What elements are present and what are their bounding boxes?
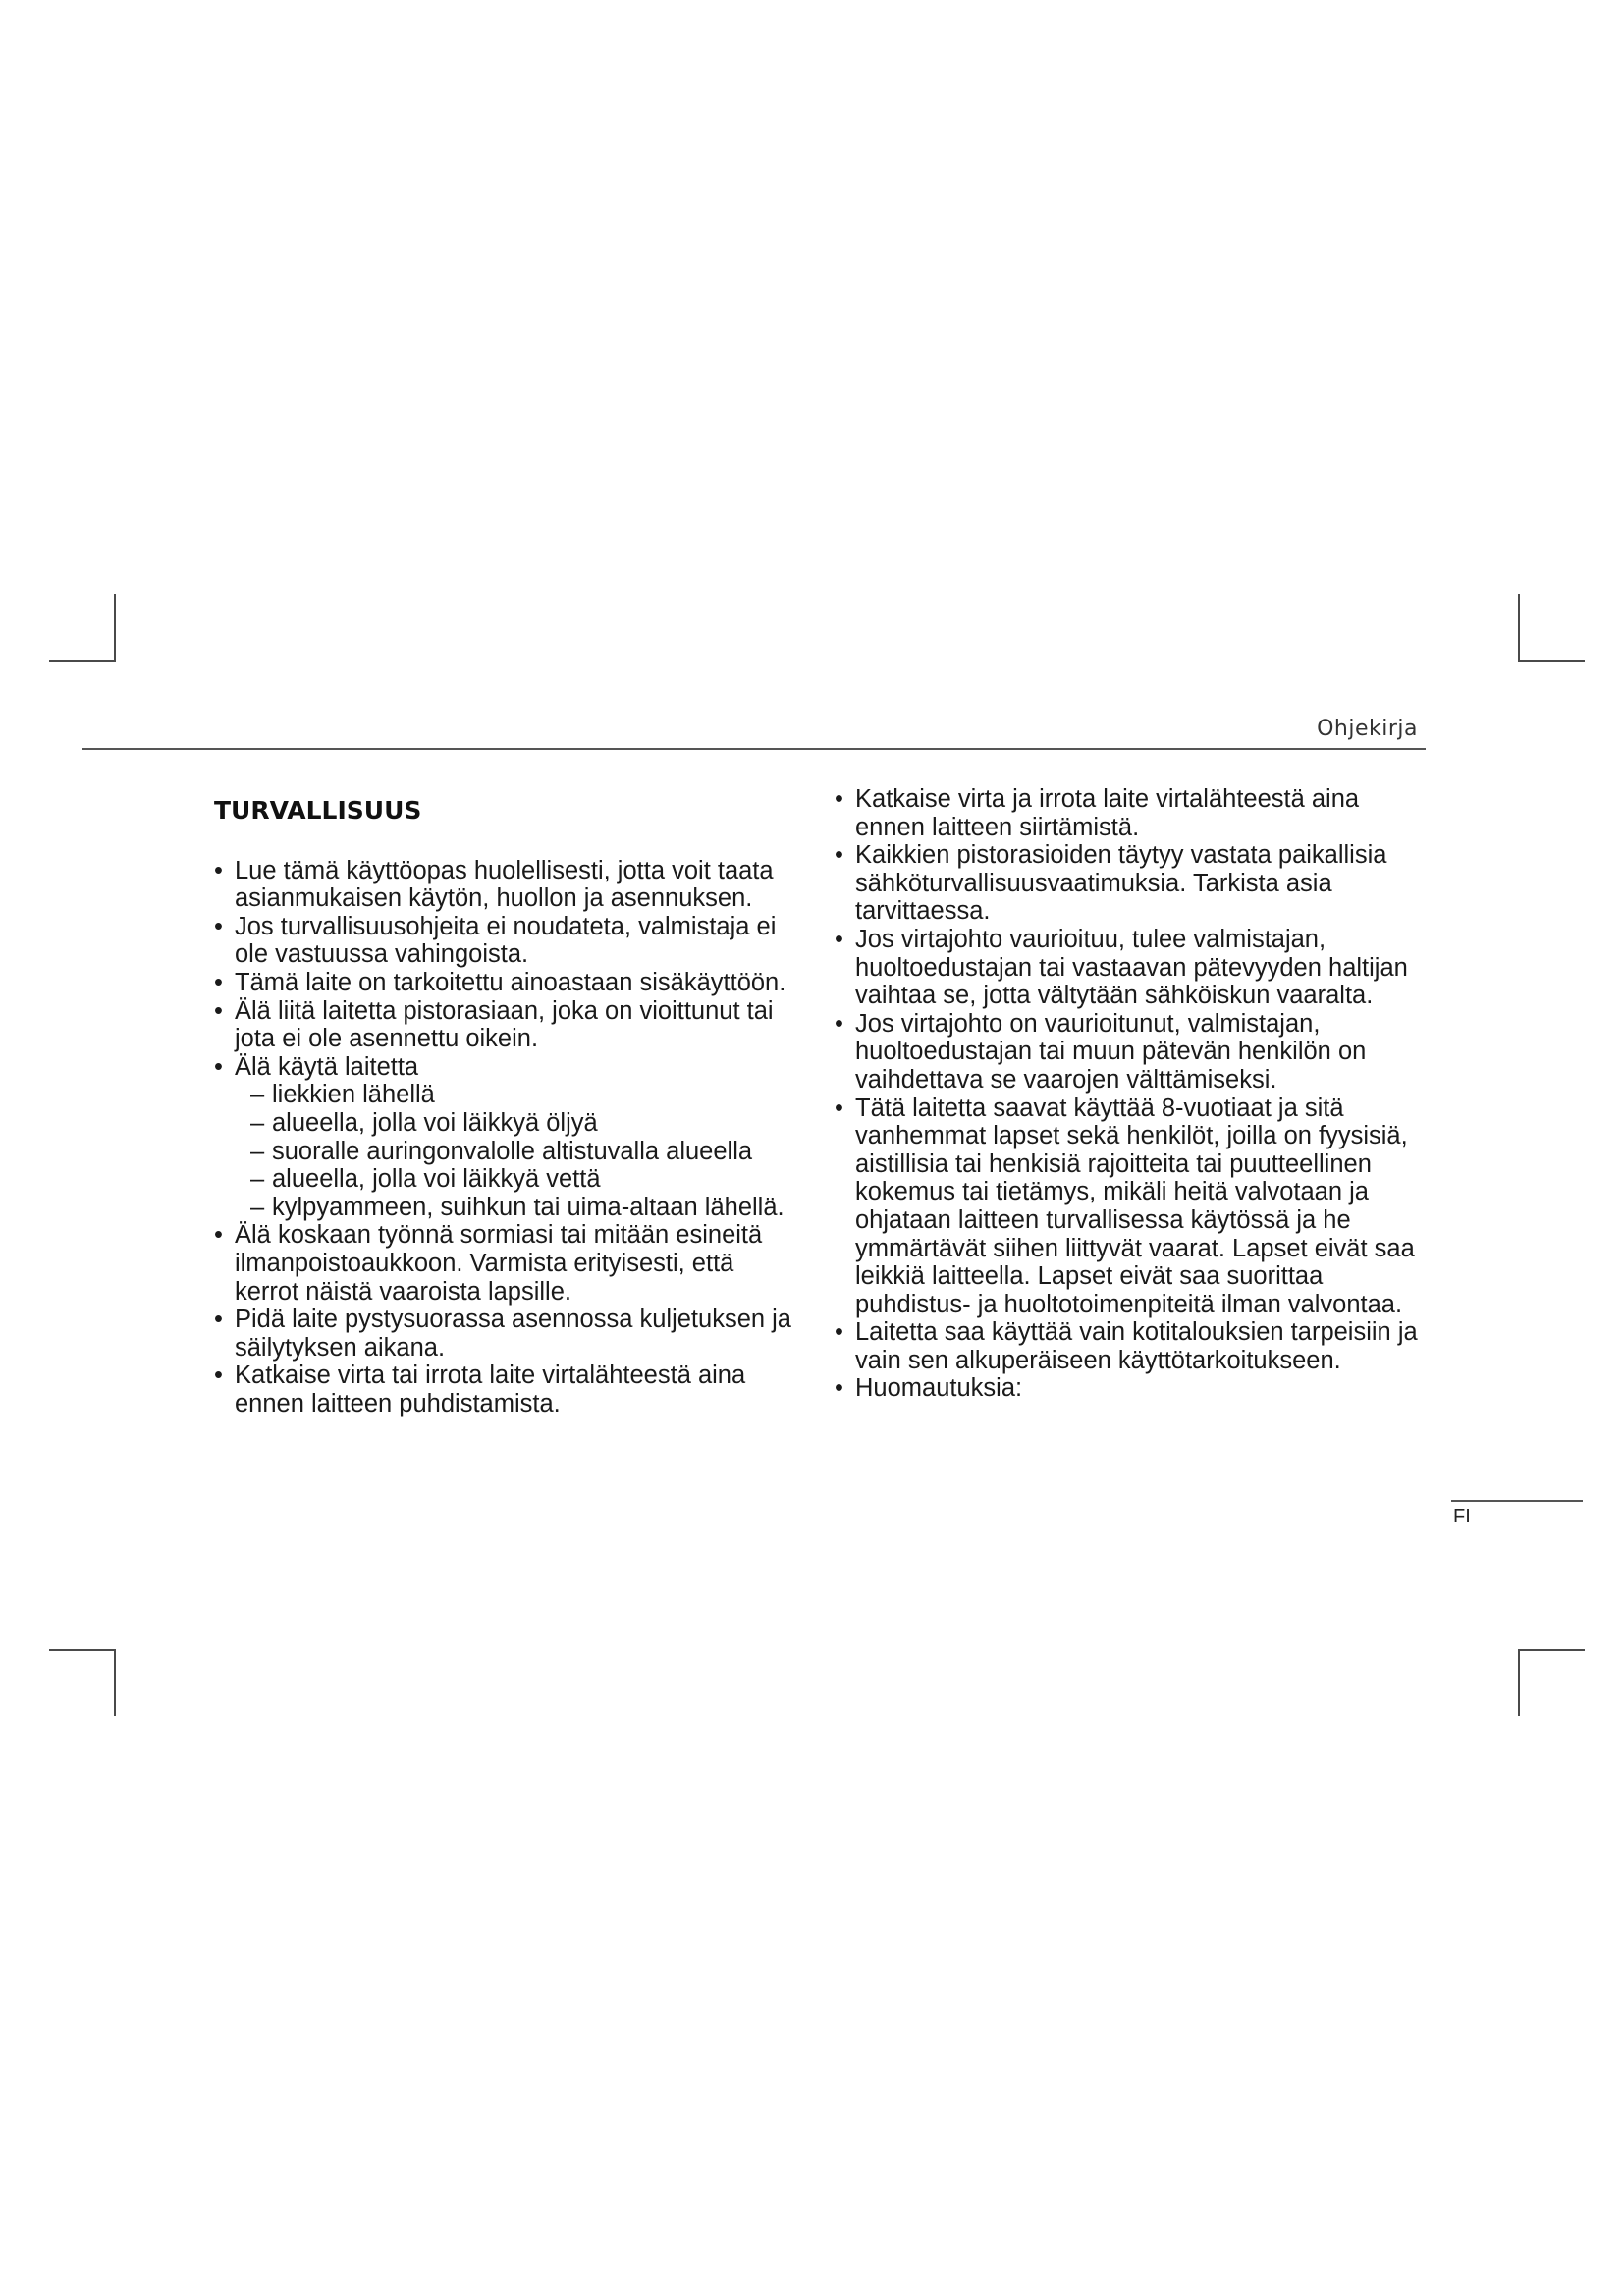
list-item: • Tätä laitetta saavat käyttää 8-vuotiaat ja sitä vanhemmat lapset sekä henkilöt, joilla on fyysisiä, aistillisia tai henkisiä rajoitteita tai puutteellinen kokemus tai tietämys, mikäli heitä valvotaan ja ohjataan laitteen turvallisessa käytössä ja he ymmärtävät siihen liittyvät vaarat. Lapset eivät saa leikkiä laitteella. Lapset eivät saa suorittaa puhdistus- ja huoltotoimenpiteitä ilman valvontaa. <box>835 1095 1424 1319</box>
list-item: • Huomautuksia: <box>835 1374 1424 1403</box>
sub-list-item: – liekkien lähellä <box>250 1081 803 1109</box>
sub-list-item: – alueella, jolla voi läikkyä vettä <box>250 1165 803 1194</box>
sub-list-item: – alueella, jolla voi läikkyä öljyä <box>250 1109 803 1138</box>
left-column <box>214 785 803 1417</box>
list-item: • Jos virtajohto on vaurioitunut, valmistajan, huoltoedustajan tai muun pätevän henkilön on vaihdettava se vaarojen välttämiseksi. <box>835 1010 1424 1095</box>
list-item: • Jos virtajohto vaurioituu, tulee valmistajan, huoltoedustajan tai vastaavan pätevyyden haltijan vaihtaa se, jotta vältytään sähköiskun vaaralta. <box>835 926 1424 1010</box>
language-divider <box>1451 1500 1583 1502</box>
list-item: • Katkaise virta tai irrota laite virtalähteestä aina ennen laitteen puhdistamista. <box>214 1362 803 1417</box>
right-column <box>835 785 1424 1403</box>
list-item: • Katkaise virta ja irrota laite virtalähteestä aina ennen laitteen siirtämistä. <box>835 785 1424 841</box>
list-item: • Älä koskaan työnnä sormiasi tai mitään esineitä ilmanpoistoaukkoon. Varmista erityisesti, että kerrot näistä vaaroista lapsille. <box>214 1221 803 1306</box>
list-item: • Jos turvallisuusohjeita ei noudateta, valmistaja ei ole vastuussa vahingoista. <box>214 913 803 969</box>
header-title: Ohjekirja <box>1317 717 1418 741</box>
sub-list <box>235 1081 803 1221</box>
list-item: • Lue tämä käyttöopas huolellisesti, jotta voit taata asianmukaisen käytön, huollon ja asennuksen. <box>214 857 803 913</box>
list-item: • Älä käytä laitetta – liekkien lähellä – alueella, jolla voi läikkyä öljyä – suoralle auringonvalolle altistuvalla alueella – alueella, jolla voi läikkyä vettä – kylpyammeen, suihkun tai uima-altaan lähellä. <box>214 1053 803 1222</box>
language-code: FI <box>1453 1506 1471 1527</box>
sub-list-item: – suoralle auringonvalolle altistuvalla alueella <box>250 1138 803 1166</box>
safety-list-left <box>214 857 803 1418</box>
list-item: • Älä liitä laitetta pistorasiaan, joka on vioittunut tai jota ei ole asennettu oikein. <box>214 997 803 1053</box>
section-title: TURVALLISUUS <box>214 796 422 825</box>
safety-list-right <box>835 785 1424 1403</box>
sub-list-item: – kylpyammeen, suihkun tai uima-altaan lähellä. <box>250 1194 803 1222</box>
header-divider <box>82 748 1426 750</box>
list-item: • Pidä laite pystysuorassa asennossa kuljetuksen ja säilytyksen aikana. <box>214 1306 803 1362</box>
list-item: • Tämä laite on tarkoitettu ainoastaan sisäkäyttöön. <box>214 969 803 997</box>
list-item: • Laitetta saa käyttää vain kotitalouksien tarpeisiin ja vain sen alkuperäiseen käyttötarkoitukseen. <box>835 1318 1424 1374</box>
list-item: • Kaikkien pistorasioiden täytyy vastata paikallisia sähköturvallisuusvaatimuksia. Tarkista asia tarvittaessa. <box>835 841 1424 926</box>
